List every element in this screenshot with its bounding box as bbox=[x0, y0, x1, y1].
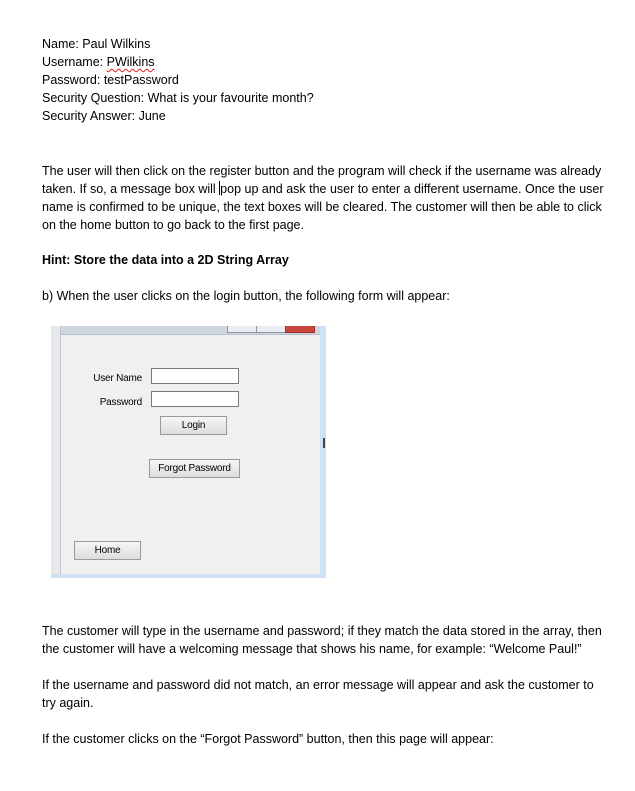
register-paragraph-b: pop up and ask the user to enter a different username. Once the user name is confirmed to be unique, the text boxes will be cleared. The customer will then be able to click on the home button to go back to the first page. bbox=[42, 182, 604, 232]
username-value: PWilkins bbox=[106, 55, 155, 69]
forgot-paragraph: If the customer clicks on the “Forgot Password” button, then this page will appear: bbox=[42, 732, 494, 746]
resize-marker bbox=[323, 438, 325, 448]
form-right-border bbox=[320, 326, 326, 578]
password-textbox[interactable] bbox=[151, 391, 239, 407]
username-textbox[interactable] bbox=[151, 368, 239, 384]
maximize-icon bbox=[256, 326, 286, 333]
register-paragraph bbox=[42, 162, 607, 234]
login-form-screenshot bbox=[51, 326, 326, 578]
register-paragraph-a: The user will then click on the register button and the program will check if the username was already taken. If so, a message box will bbox=[42, 164, 602, 196]
error-paragraph: If the username and password did not match, an error message will appear and ask the customer to try again. bbox=[42, 678, 594, 710]
password-label: Password bbox=[99, 397, 142, 408]
hint-text: Hint: Store the data into a 2D String Array bbox=[42, 253, 289, 267]
minimize-icon bbox=[227, 326, 257, 333]
part-b-text: b) When the user clicks on the login button, the following form will appear: bbox=[42, 289, 450, 303]
username-label: User Name bbox=[93, 373, 142, 384]
forgot-password-button[interactable]: Forgot Password bbox=[149, 459, 240, 478]
account-password: Password: testPassword bbox=[42, 73, 179, 87]
username-prefix: Username: bbox=[42, 55, 107, 69]
account-question: Security Question: What is your favourite month? bbox=[42, 91, 314, 105]
account-name: Name: Paul Wilkins bbox=[42, 37, 151, 51]
account-username bbox=[42, 53, 607, 71]
form-left-border bbox=[51, 326, 61, 578]
account-answer: Security Answer: June bbox=[42, 109, 166, 123]
welcome-paragraph: The customer will type in the username and password; if they match the data stored in the array, then the customer will have a welcoming message that shows his name, for example: “Welcome Paul!” bbox=[42, 624, 602, 656]
form-bottom-border bbox=[51, 574, 326, 578]
close-icon bbox=[285, 326, 315, 333]
login-button[interactable]: Login bbox=[160, 416, 227, 435]
home-button[interactable]: Home bbox=[74, 541, 141, 560]
